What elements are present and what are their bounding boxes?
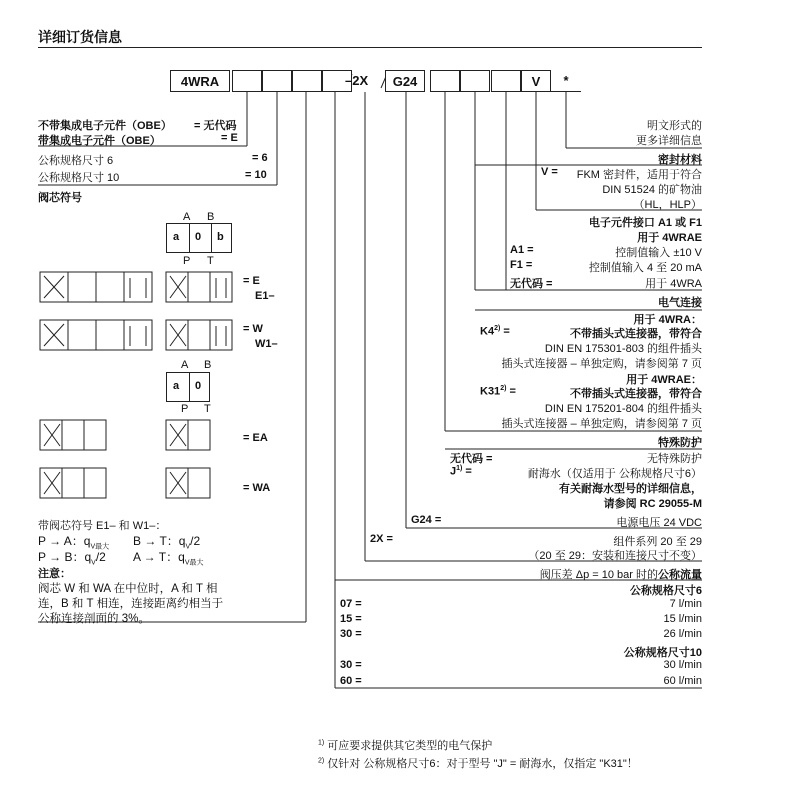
pos-a: a — [173, 231, 180, 243]
ns6-title: 公称规格尺寸6 — [629, 585, 702, 597]
obe-e-label: 带集成电子元件（OBE） — [38, 135, 161, 147]
spool-positions-a0 — [166, 372, 210, 402]
g24-desc: 电源电压 24 VDC — [616, 517, 702, 529]
elec-interface-title: 电子元件接口 A1 或 F1 — [588, 217, 702, 229]
k31-code: K31$^{2)}$ = — [480, 385, 516, 398]
port-a-label: A — [183, 211, 191, 223]
special-nocode: 无代码 = — [450, 453, 493, 465]
special-title: 特殊防护 — [658, 437, 702, 449]
interface-nocode: 无代码 = — [510, 278, 553, 290]
obe-e-code: = E — [221, 132, 238, 144]
pos-a-2: a — [173, 380, 180, 392]
for-4wra-label: 用于 4WRA： — [633, 314, 702, 326]
ns10-title: 公称规格尺寸10 — [623, 647, 702, 659]
port-p-label-2: P — [181, 403, 189, 415]
footnote-1: $^{1)}$ 可应要求提供其它类型的电气保护 — [318, 739, 493, 752]
flow-30-code: 30 = — [340, 628, 362, 640]
k4-desc1: 不带插头式连接器，带符合 — [570, 328, 702, 340]
pos-b: b — [217, 231, 224, 243]
note-line1: 阀芯 W 和 WA 在中位时，A 和 T 相 — [38, 583, 218, 595]
flow-b-t: B → T：$q_V/2$ — [133, 534, 201, 551]
note-line2: 连，B 和 T 相连，连接距离约相当于 — [38, 598, 224, 610]
pos-0-2: 0 — [195, 380, 202, 392]
sym-e1-code: E1– — [255, 290, 275, 302]
note-line3: 公称连接剖面的 3%。 — [38, 613, 150, 625]
size6-label: 公称规格尺寸 6 — [38, 155, 114, 167]
flow-60-value: 60 l/min — [663, 675, 702, 687]
code-box-model: 4WRA — [170, 70, 230, 92]
k31-desc3: 插头式连接器 – 单独定购，请参阅第 7 页 — [501, 418, 702, 430]
g24-code: G24 = — [411, 514, 442, 526]
special-j-desc: 耐海水（仅适用于 公称规格尺寸6） — [527, 468, 702, 480]
sym-w1-code: W1– — [255, 338, 278, 350]
sym-ea-code: = EA — [243, 432, 268, 444]
note-title: 注意： — [38, 568, 71, 580]
port-b-label: B — [207, 211, 215, 223]
interface-nocode-desc: 用于 4WRA — [645, 278, 702, 290]
size10-label: 公称规格尺寸 10 — [38, 172, 120, 184]
flow-30b-value: 30 l/min — [663, 659, 702, 671]
elec-conn-title: 电气连接 — [658, 297, 702, 309]
special-info2: 请参阅 RC 29055-M — [603, 498, 702, 510]
flow-p-a: P → A：$q_{V最大}$ — [38, 534, 110, 551]
series-desc: 组件系列 20 至 29 — [613, 536, 702, 548]
k31-desc1: 不带插头式连接器，带符合 — [570, 388, 702, 400]
page-title: 详细订货信息 — [38, 29, 122, 45]
k4-desc2: DIN EN 175301-803 的组件插头 — [544, 343, 702, 355]
seal-v-code: V = — [541, 166, 558, 178]
flow-15-value: 15 l/min — [663, 613, 702, 625]
size10-code: = 10 — [245, 169, 267, 181]
code-box-extra: * — [551, 70, 581, 92]
code-series: –2X — [345, 73, 369, 88]
a1-code: A1 = — [510, 244, 534, 256]
flow-30-value: 26 l/min — [663, 628, 702, 640]
more-details-label: 更多详细信息 — [636, 135, 702, 147]
seal-title: 密封材料 — [658, 154, 702, 166]
size6-code: = 6 — [252, 152, 268, 164]
obe-none-label: 不带集成电子元件（OBE） — [38, 120, 172, 132]
code-box-seal: V — [521, 70, 551, 92]
flow-p-b: P → B：$q_V/2$ — [38, 550, 106, 567]
port-t-label-2: T — [204, 403, 211, 415]
sym-w-code: = W — [243, 323, 263, 335]
flow-60-code: 60 = — [340, 675, 362, 687]
f1-desc: 控制值输入 4 至 20 mA — [588, 262, 702, 274]
flow-07-code: 07 = — [340, 598, 362, 610]
flow-07-value: 7 l/min — [669, 598, 702, 610]
series-code: 2X = — [370, 533, 393, 545]
series-desc2: （20 至 29：安装和连接尺寸不变） — [528, 550, 702, 562]
k4-desc3: 插头式连接器 – 单独定购，请参阅第 7 页 — [501, 358, 702, 370]
sym-wa-code: = WA — [243, 482, 271, 494]
obe-none-code: = 无代码 — [194, 120, 237, 132]
code-box-voltage: G24 — [385, 70, 425, 92]
seal-v-desc3: （HL，HLP） — [633, 199, 702, 211]
special-nocode-desc: 无特殊防护 — [647, 453, 702, 465]
port-p-label: P — [183, 255, 191, 267]
pos-0: 0 — [195, 231, 202, 243]
k4-code: K4$^{2)}$ = — [480, 325, 510, 338]
flow-a-t: A → T：$q_{V最大}$ — [133, 550, 204, 567]
k31-desc2: DIN EN 175201-804 的组件插头 — [544, 403, 702, 415]
spool-symbols-heading: 阀芯符号 — [38, 192, 82, 204]
plain-text-label: 明文形式的 — [647, 120, 702, 132]
footnote-2: $^{2)}$ 仅针对 公称规格尺寸6：对于型号 "J" = 耐海水，仅指定 "K31"！ — [318, 757, 638, 770]
special-j-code: $J^{1)}$ = — [450, 465, 472, 478]
special-info1: 有关耐海水型号的详细信息， — [559, 483, 702, 495]
for-4wrae-label-2: 用于 4WRAE： — [626, 374, 702, 386]
a1-desc: 控制值输入 ±10 V — [615, 247, 702, 259]
seal-v-desc2: DIN 51524 的矿物油 — [602, 184, 702, 196]
seal-v-desc: FKM 密封件，适用于符合 — [576, 169, 702, 181]
port-t-label: T — [207, 255, 214, 267]
flow-15-code: 15 = — [340, 613, 362, 625]
f1-code: F1 = — [510, 259, 533, 271]
port-a-label-2: A — [181, 359, 189, 371]
flow-30b-code: 30 = — [340, 659, 362, 671]
spool-note-title: 带阀芯符号 E1– 和 W1–： — [38, 520, 167, 532]
port-b-label-2: B — [204, 359, 212, 371]
for-4wrae-label: 用于 4WRAE — [637, 232, 702, 244]
flow-title: 阀压差 Δp = 10 bar 时的公称流量 — [539, 569, 702, 581]
sym-e-code: = E — [243, 275, 260, 287]
